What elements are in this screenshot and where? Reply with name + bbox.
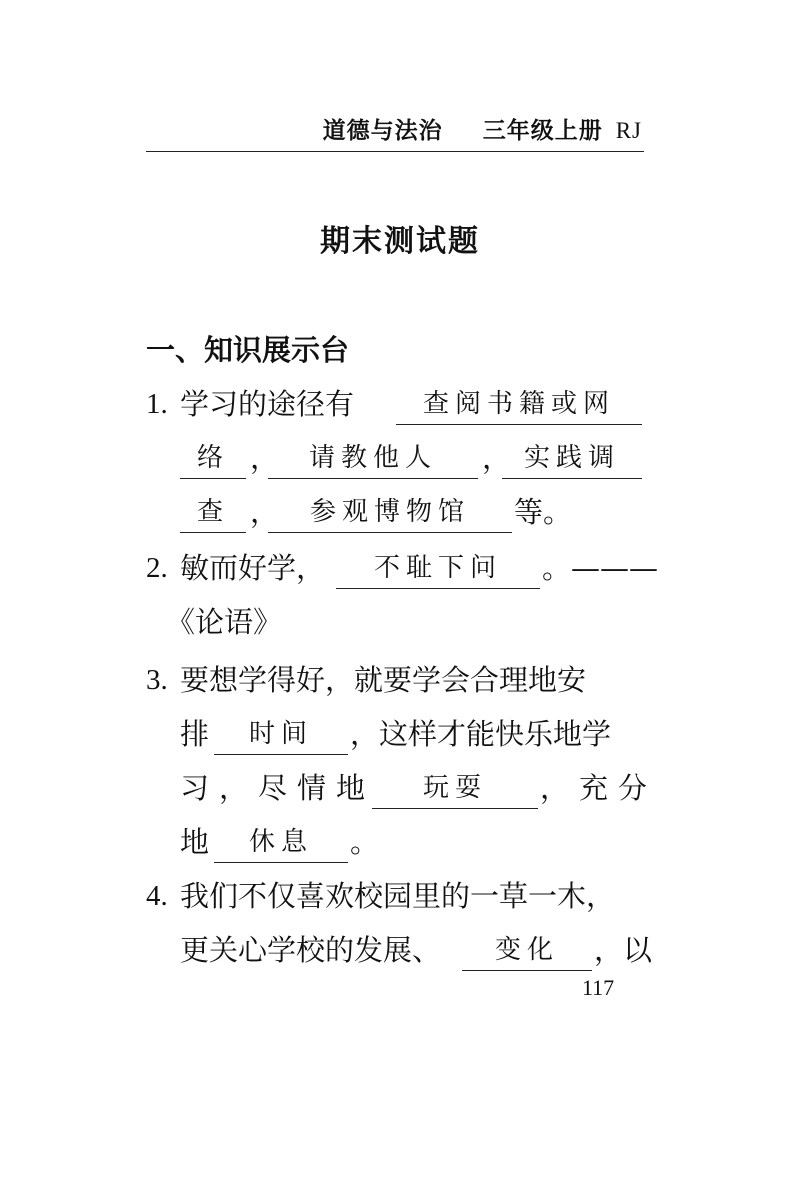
q3-answer-2: 玩耍 <box>372 770 538 809</box>
q1-answer-4: 参观博物馆 <box>268 494 512 533</box>
q1-end: 等。 <box>514 495 573 529</box>
q2-end: 。——— <box>542 551 659 585</box>
q3-text-5: ，充分 <box>540 771 658 805</box>
q1-comma-1: ， <box>250 441 280 475</box>
q3-answer-3: 休息 <box>214 824 348 863</box>
q3-end: 。 <box>350 825 380 859</box>
q1-comma-2: ， <box>482 441 512 475</box>
q2-source: 《论语》 <box>166 605 283 639</box>
q4-text-3: ，以 <box>594 933 653 967</box>
q4-text-1: 我们不仅喜欢校园里的一草一木， <box>180 879 616 913</box>
header-subject: 道德与法治 <box>322 118 443 144</box>
q3-text-1: 要想学得好，就要学会合理地安 <box>180 663 587 697</box>
q3-number: 3. <box>146 664 168 696</box>
section-heading: 一、知识展示台 <box>146 333 350 367</box>
q3-answer-1: 时间 <box>214 716 348 755</box>
q1-number: 1. <box>146 388 168 420</box>
q1-answer-3-cont: 查 <box>180 494 246 533</box>
header-grade: 三年级上册 <box>482 118 603 144</box>
q2-answer: 不耻下问 <box>336 550 540 589</box>
q3-text-4: 习，尽情地 <box>180 771 376 805</box>
q2-number: 2. <box>146 552 168 584</box>
q1-answer-2: 请教他人 <box>268 440 478 479</box>
page-number: 117 <box>582 975 615 1000</box>
header-edition: RJ <box>615 118 642 143</box>
q3-text-2: 排 <box>180 717 210 751</box>
q1-answer-1: 查阅书籍或网 <box>396 386 642 425</box>
q1-answer-1-cont: 络 <box>180 440 246 479</box>
q4-number: 4. <box>146 880 168 912</box>
header-rule <box>146 151 644 152</box>
q3-text-6: 地 <box>180 825 210 859</box>
q1-comma-3: ， <box>250 495 280 529</box>
q4-text-2: 更关心学校的发展、 <box>180 933 442 967</box>
q4-answer-1: 变化 <box>462 932 592 971</box>
running-header <box>323 112 642 145</box>
q1-answer-3: 实践调 <box>502 440 642 479</box>
q1-text: 学习的途径有 <box>180 387 355 421</box>
q3-text-3: ，这样才能快乐地学 <box>350 717 612 751</box>
q2-text: 敏而好学， <box>180 551 326 585</box>
page-title: 期末测试题 <box>320 224 480 259</box>
